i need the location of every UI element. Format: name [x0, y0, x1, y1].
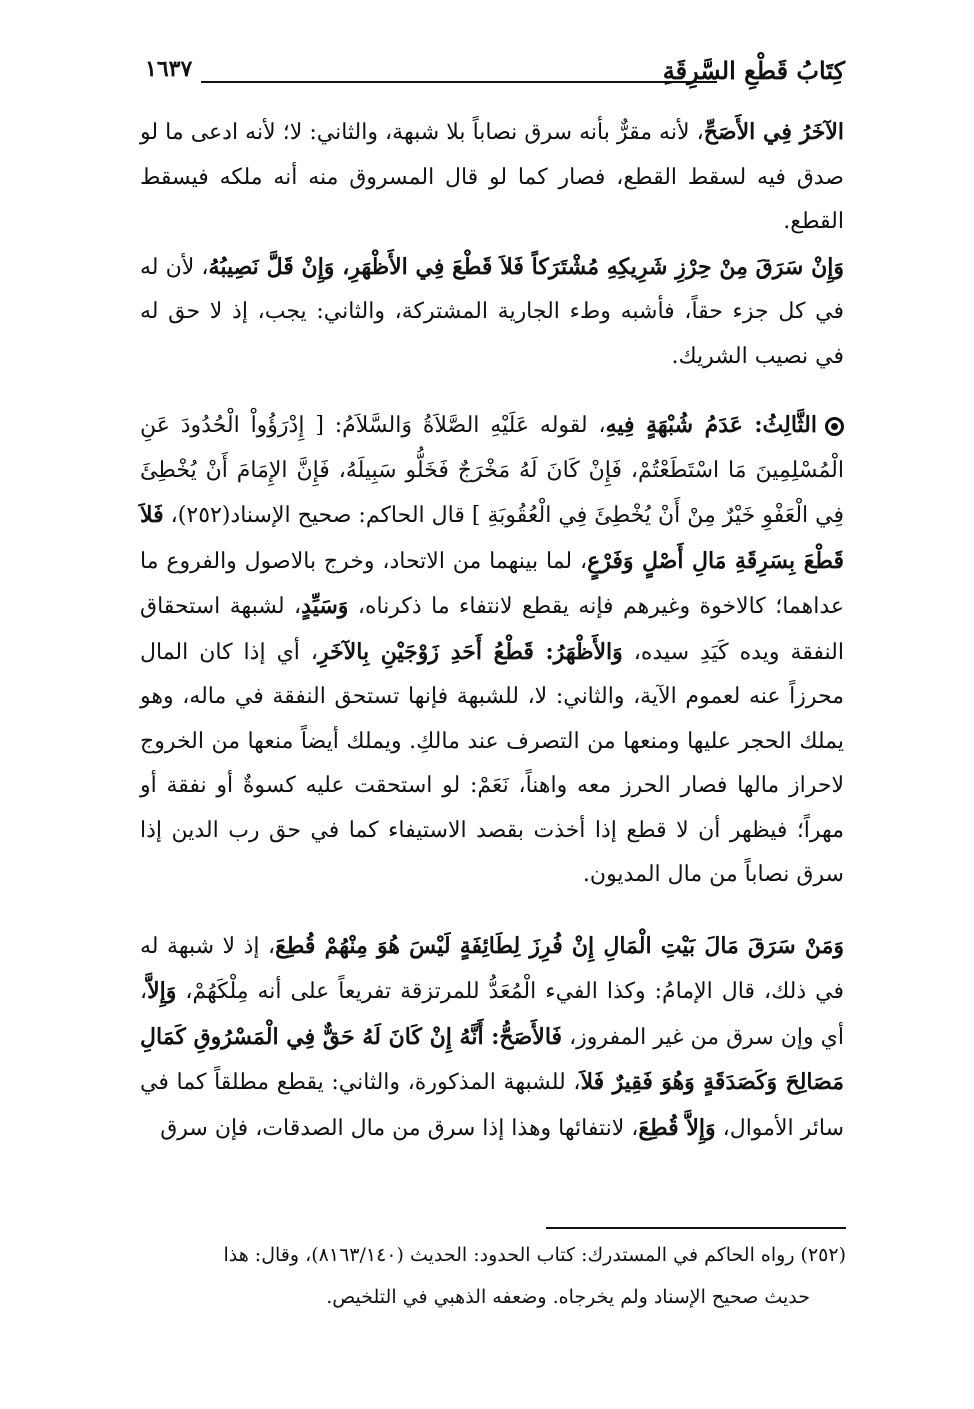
running-title: كِتَابُ قَطْعِ السَّرِقَةِ: [662, 56, 845, 85]
page-number: ١٦٣٧: [145, 56, 193, 82]
commentary-text: ، أي وإن سرق من غير المفروز،: [140, 979, 844, 1050]
bullet-icon: [825, 417, 844, 436]
header-rule: [201, 81, 717, 83]
commentary-text: ، لما بينهما من الاتحاد، وخرج بالاصول والفروع ما عداهما؛ كالاخوة وغيرهم فإنه يقطع لانتفاء ما ذكرناه،: [140, 548, 844, 619]
commentary-text: ، إذ لا شبهة له في ذلك، قال الإمامُ: وكذا الفيء الْمُعَدُّ للمرتزقة تفريعاً على أنه مِلْكَهُمْ،: [140, 933, 844, 1004]
footnote: [140, 1234, 846, 1318]
matn-text: وَمَنْ سَرَقَ مَالَ بَيْتِ الْمَالِ إِنْ فُرِزَ لِطَائِفَةٍ لَيْسَ هُوَ مِنْهُمْ قُطِعَ: [275, 932, 844, 959]
commentary-text: ، لأن له في كل جزء حقاً، فأشبه وطء الجارية المشتركة، والثاني: يجب، إذ لا حق له في نصيب الشريك.: [140, 254, 844, 369]
paragraph-2: [140, 245, 844, 380]
matn-text: وَإِلاَّ: [147, 978, 177, 1004]
matn-text: الثَّالِثُ: عَدَمُ شُبْهَةٍ فِيهِ: [605, 412, 817, 438]
matn-text: وَإِلاَّ قُطِعَ: [638, 1114, 716, 1141]
footnote-line: حديث صحيح الإسناد ولم يخرجاه. وضعفه الذهبي في التلخيص.: [326, 1286, 810, 1308]
commentary-text: ، لشبهة استحقاق النفقة ويده كَيَدِ سيده،: [140, 594, 844, 665]
matn-text: وَسَيِّدٍ: [301, 593, 349, 619]
footnote-separator: [546, 1227, 846, 1229]
matn-text: وَالأَظْهَرُ: قَطْعُ أَحَدِ زَوْجَيْنِ بِالآخَرِ: [318, 638, 623, 665]
commentary-text: ، لقوله عَلَيْهِ الصَّلاَةُ وَالسَّلاَمُ: [ إِدْرَؤُواْ الْحُدُودَ عَنِ الْمُسْلِمِينَ مَا اسْتَطَعْتُمْ، فَإِنْ كَانَ لَهُ مَخْرَجٌ فَخَلُّو سَبِيلَهُ، فَإِنَّ الإِمَامَ أَنْ يُخْطِئَ فِي الْعَفْوِ خَيْرٌ مِنْ أَنْ يُخْطِئَ فِي الْعُقُوبَةِ ] قال الحاكم: صحيح الإسناد(٢٥٢)،: [140, 413, 845, 528]
matn-text: الآخَرُ فِي الأَصَحِّ: [703, 119, 844, 145]
commentary-text: ، لانتفائها وهذا إذا سرق من مال الصدقات، فإن سرق: [160, 1115, 639, 1141]
commentary-text: ، للشبهة المذكورة، والثاني: يقطع مطلقاً كما في سائر الأموال،: [140, 1070, 844, 1141]
commentary-text: ، أي إذا كان المال محرزاً عنه لعموم الآية، والثاني: لا، للشبهة فإنها تستحق النفقة في ماله، وهو يملك الحجر عليها ومنعها من التصرف عند مالكِ. ويملك أيضاً منعها من الخروج لاحراز مالها فصار الحرز معه واهناً، نَعَمْ: لو استحقت عليه كسوةٌ أو نفقة أو مهراً؛ فيظهر أن لا قطع إذا أخذت بقصد الاستيفاء كما في حق رب الدين إذا سرق نصاباً من مال المديون.: [140, 639, 844, 887]
footnote-line: (٢٥٢) رواه الحاكم في المستدرك: كتاب الحدود: الحديث (٨١٦٣/١٤٠)، وقال: هذا: [223, 1244, 846, 1266]
paragraph-1: [140, 110, 844, 245]
page-header: [145, 52, 845, 92]
paragraph-4: [140, 924, 844, 1152]
paragraph-3: [140, 403, 844, 898]
matn-text: فَالأَصَحُّ: أَنَّهُ إِنْ كَانَ لَهُ حَقٌّ فِي الْمَسْرُوقِ كَمَالِ مَصَالِحَ وَكَصَدَقَةٍ وَهُوَ فَقِيرٌ فَلاَ: [140, 1023, 844, 1095]
commentary-text: ، لأنه مقرٌّ بأنه سرق نصاباً بلا شبهة، والثاني: لا؛ لأنه ادعى ما لو صدق فيه لسقط القطع، فصار كما لو قال المسروق منه أنه ملكه فيسقط القطع.: [140, 120, 844, 234]
main-text: [140, 110, 844, 1151]
matn-text: وَإِنْ سَرَقَ مِنْ حِرْزِ شَرِيكِهِ مُشْتَرَكاً فَلاَ قَطْعَ فِي الأَظْهَرِ، وَإِنْ قَلَّ نَصِيبُهُ: [208, 253, 844, 280]
matn-text: فَلاَ قَطْعَ بِسَرِقَةِ مَالِ أَصْلٍ وَفَرْعٍ: [140, 502, 844, 574]
